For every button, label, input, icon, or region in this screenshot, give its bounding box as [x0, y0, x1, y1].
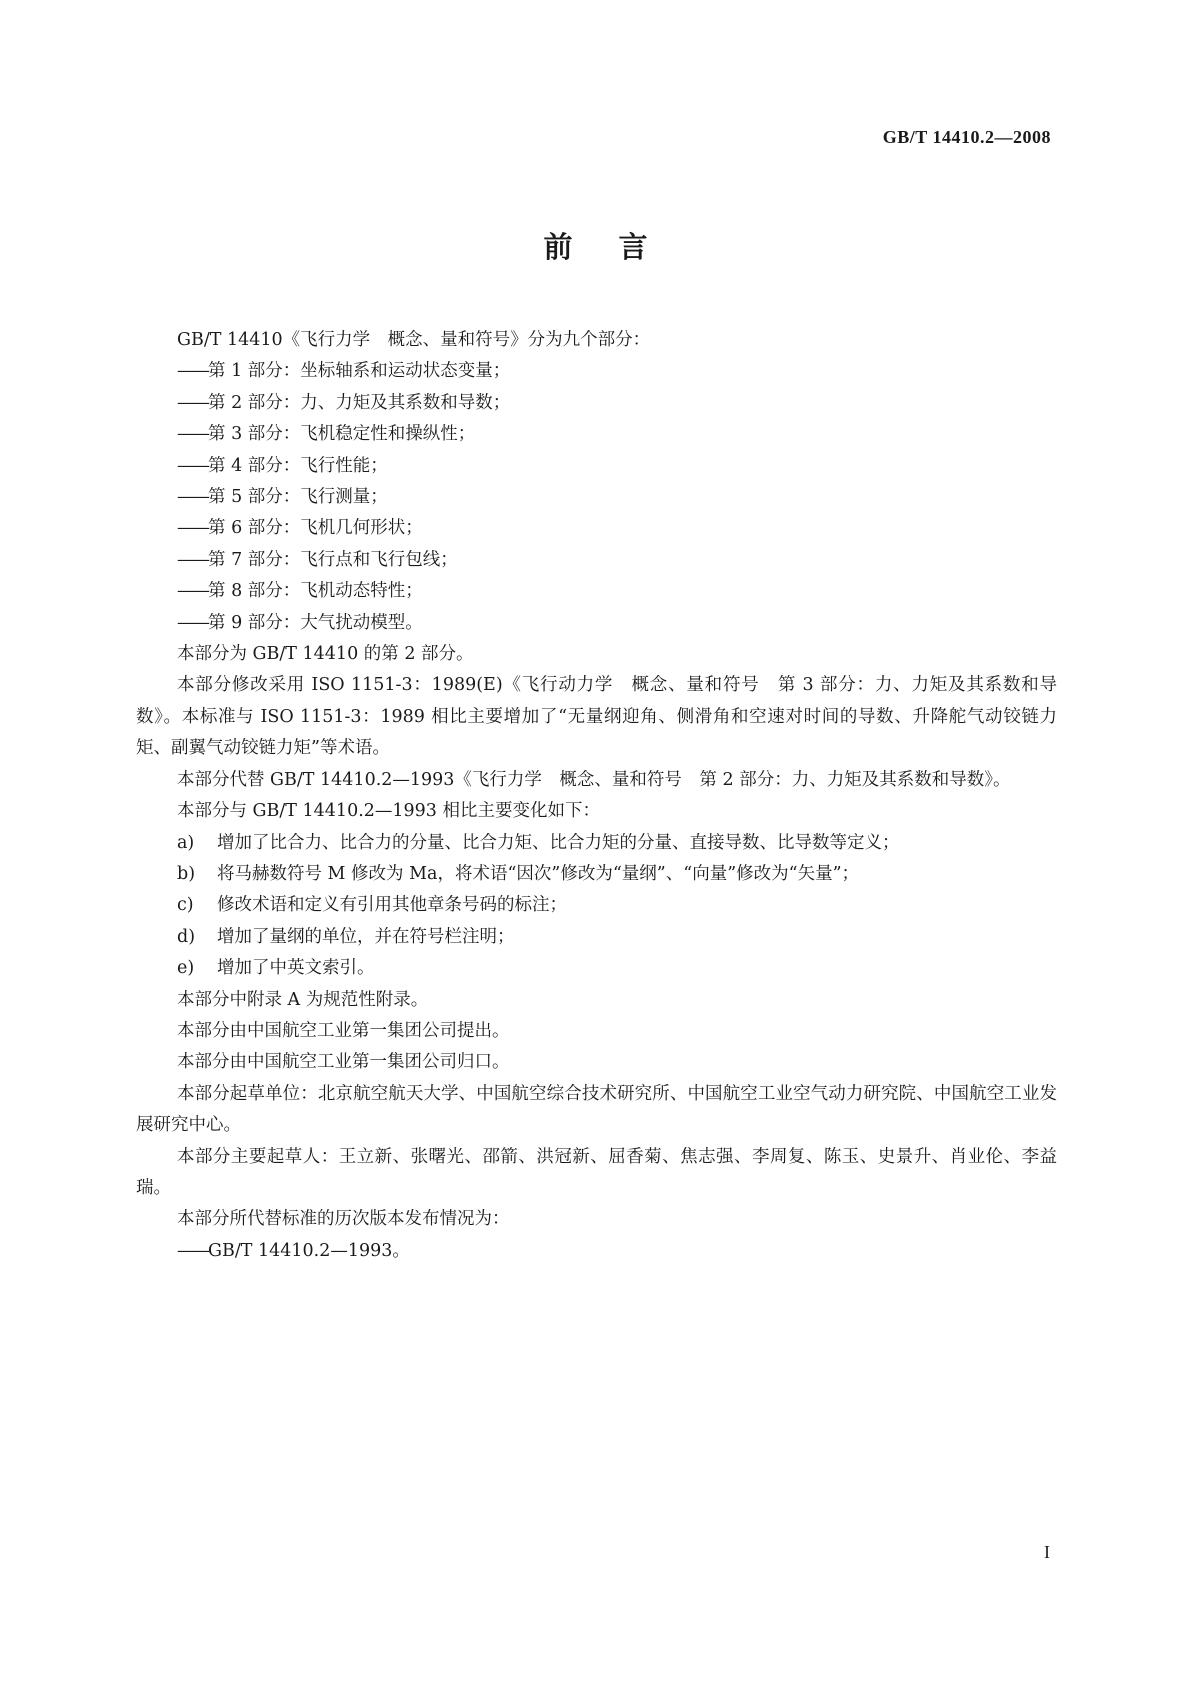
dash-list-item: [136, 608, 1057, 639]
paragraph: 本部分由中国航空工业第一集团公司提出。: [177, 1020, 510, 1041]
dash-list-item: [136, 356, 1057, 387]
standard-code: GB/T 14410.2—2008: [882, 127, 1051, 147]
paragraph: 本部分主要起草人：王立新、张曙光、邵箭、洪冠新、屈香菊、焦志强、李周复、陈玉、史景升、肖业伦、李益瑞。: [136, 1146, 1057, 1198]
dash-marker: ——: [177, 518, 208, 539]
item-label: b): [177, 863, 196, 884]
dash-list-text: 第 2 部分：力、力矩及其系数和导数；: [208, 392, 511, 413]
paragraph: 本部分为 GB/T 14410 的第 2 部分。: [177, 644, 474, 665]
item-text: 将马赫数符号 M 修改为 Ma，将术语“因次”修改为“量纲”、“向量”修改为“矢量”；: [217, 863, 860, 884]
dash-list-text: 第 6 部分：飞机几何形状；: [208, 518, 423, 539]
dash-list-text: GB/T 14410.2—1993。: [208, 1240, 410, 1261]
dash-marker: ——: [177, 392, 208, 413]
dash-list-text: 第 5 部分：飞行测量；: [208, 487, 388, 508]
dash-marker: ——: [177, 361, 208, 382]
change-list-item: [136, 890, 1057, 921]
item-label: c): [177, 895, 194, 916]
dash-marker: ——: [177, 487, 208, 508]
dash-list-item: [136, 482, 1057, 513]
item-label: d): [177, 926, 196, 947]
item-label: e): [177, 958, 195, 979]
paragraph: 本部分由中国航空工业第一集团公司归口。: [177, 1052, 510, 1073]
change-list-item: [136, 922, 1057, 953]
dash-marker: ——: [177, 424, 208, 445]
dash-list-item: [136, 451, 1057, 482]
paragraph: 本部分所代替标准的历次版本发布情况为：: [177, 1209, 510, 1230]
page-title: 前言: [543, 230, 694, 264]
dash-list-item: [136, 576, 1057, 607]
paragraph: 本部分修改采用 ISO 1151-3：1989(E)《飞行动力学 概念、量和符号 第 3 部分：力、力矩及其系数和导数》。本标准与 ISO 1151-3：1989 相比主要增加了“无量纲迎角、侧滑角和空速对时间的导数、升降舵气动铰链力矩、副翼气动铰链力矩”等术语。: [136, 675, 1057, 759]
page-number: I: [1044, 1542, 1050, 1562]
dash-list-text: 第 1 部分：坐标轴系和运动状态变量；: [208, 361, 511, 382]
paragraph: 本部分代替 GB/T 14410.2—1993《飞行力学 概念、量和符号 第 2 部分：力、力矩及其系数和导数》。: [177, 769, 1011, 790]
item-text: 修改术语和定义有引用其他章条号码的标注；: [217, 895, 567, 916]
item-text: 增加了比合力、比合力的分量、比合力矩、比合力矩的分量、直接导数、比导数等定义；: [217, 832, 900, 853]
dash-list-text: 第 9 部分：大气扰动模型。: [208, 612, 423, 633]
dash-list-item: [136, 513, 1057, 544]
paragraph: 本部分起草单位：北京航空航天大学、中国航空综合技术研究所、中国航空工业空气动力研究院、中国航空工业发展研究中心。: [136, 1083, 1057, 1136]
dash-list-item: [136, 419, 1057, 450]
foreword-content: [136, 325, 1057, 1267]
dash-list-text: 第 8 部分：飞机动态特性；: [208, 581, 423, 602]
dash-marker: ——: [177, 581, 208, 602]
paragraph: 本部分与 GB/T 14410.2—1993 相比主要变化如下：: [177, 801, 600, 822]
dash-list-text: 第 7 部分：飞行点和飞行包线；: [208, 549, 458, 570]
dash-marker: ——: [177, 455, 208, 476]
paragraph: 本部分中附录 A 为规范性附录。: [177, 989, 429, 1010]
dash-list-item: [136, 545, 1057, 576]
change-list-item: [136, 828, 1057, 859]
dash-marker: ——: [177, 1240, 208, 1261]
item-text: 增加了量纲的单位，并在符号栏注明；: [217, 926, 515, 947]
dash-list-text: 第 4 部分：飞行性能；: [208, 455, 388, 476]
change-list-item: [136, 859, 1057, 890]
dash-marker: ——: [177, 549, 208, 570]
dash-list-text: 第 3 部分：飞机稳定性和操纵性；: [208, 424, 476, 445]
dash-marker: ——: [177, 612, 208, 633]
paragraph: GB/T 14410《飞行力学 概念、量和符号》分为九个部分：: [177, 330, 651, 350]
item-label: a): [177, 832, 195, 853]
dash-list-item: [136, 1236, 1057, 1267]
dash-list-item: [136, 388, 1057, 419]
item-text: 增加了中英文索引。: [217, 958, 375, 979]
change-list-item: [136, 953, 1057, 984]
